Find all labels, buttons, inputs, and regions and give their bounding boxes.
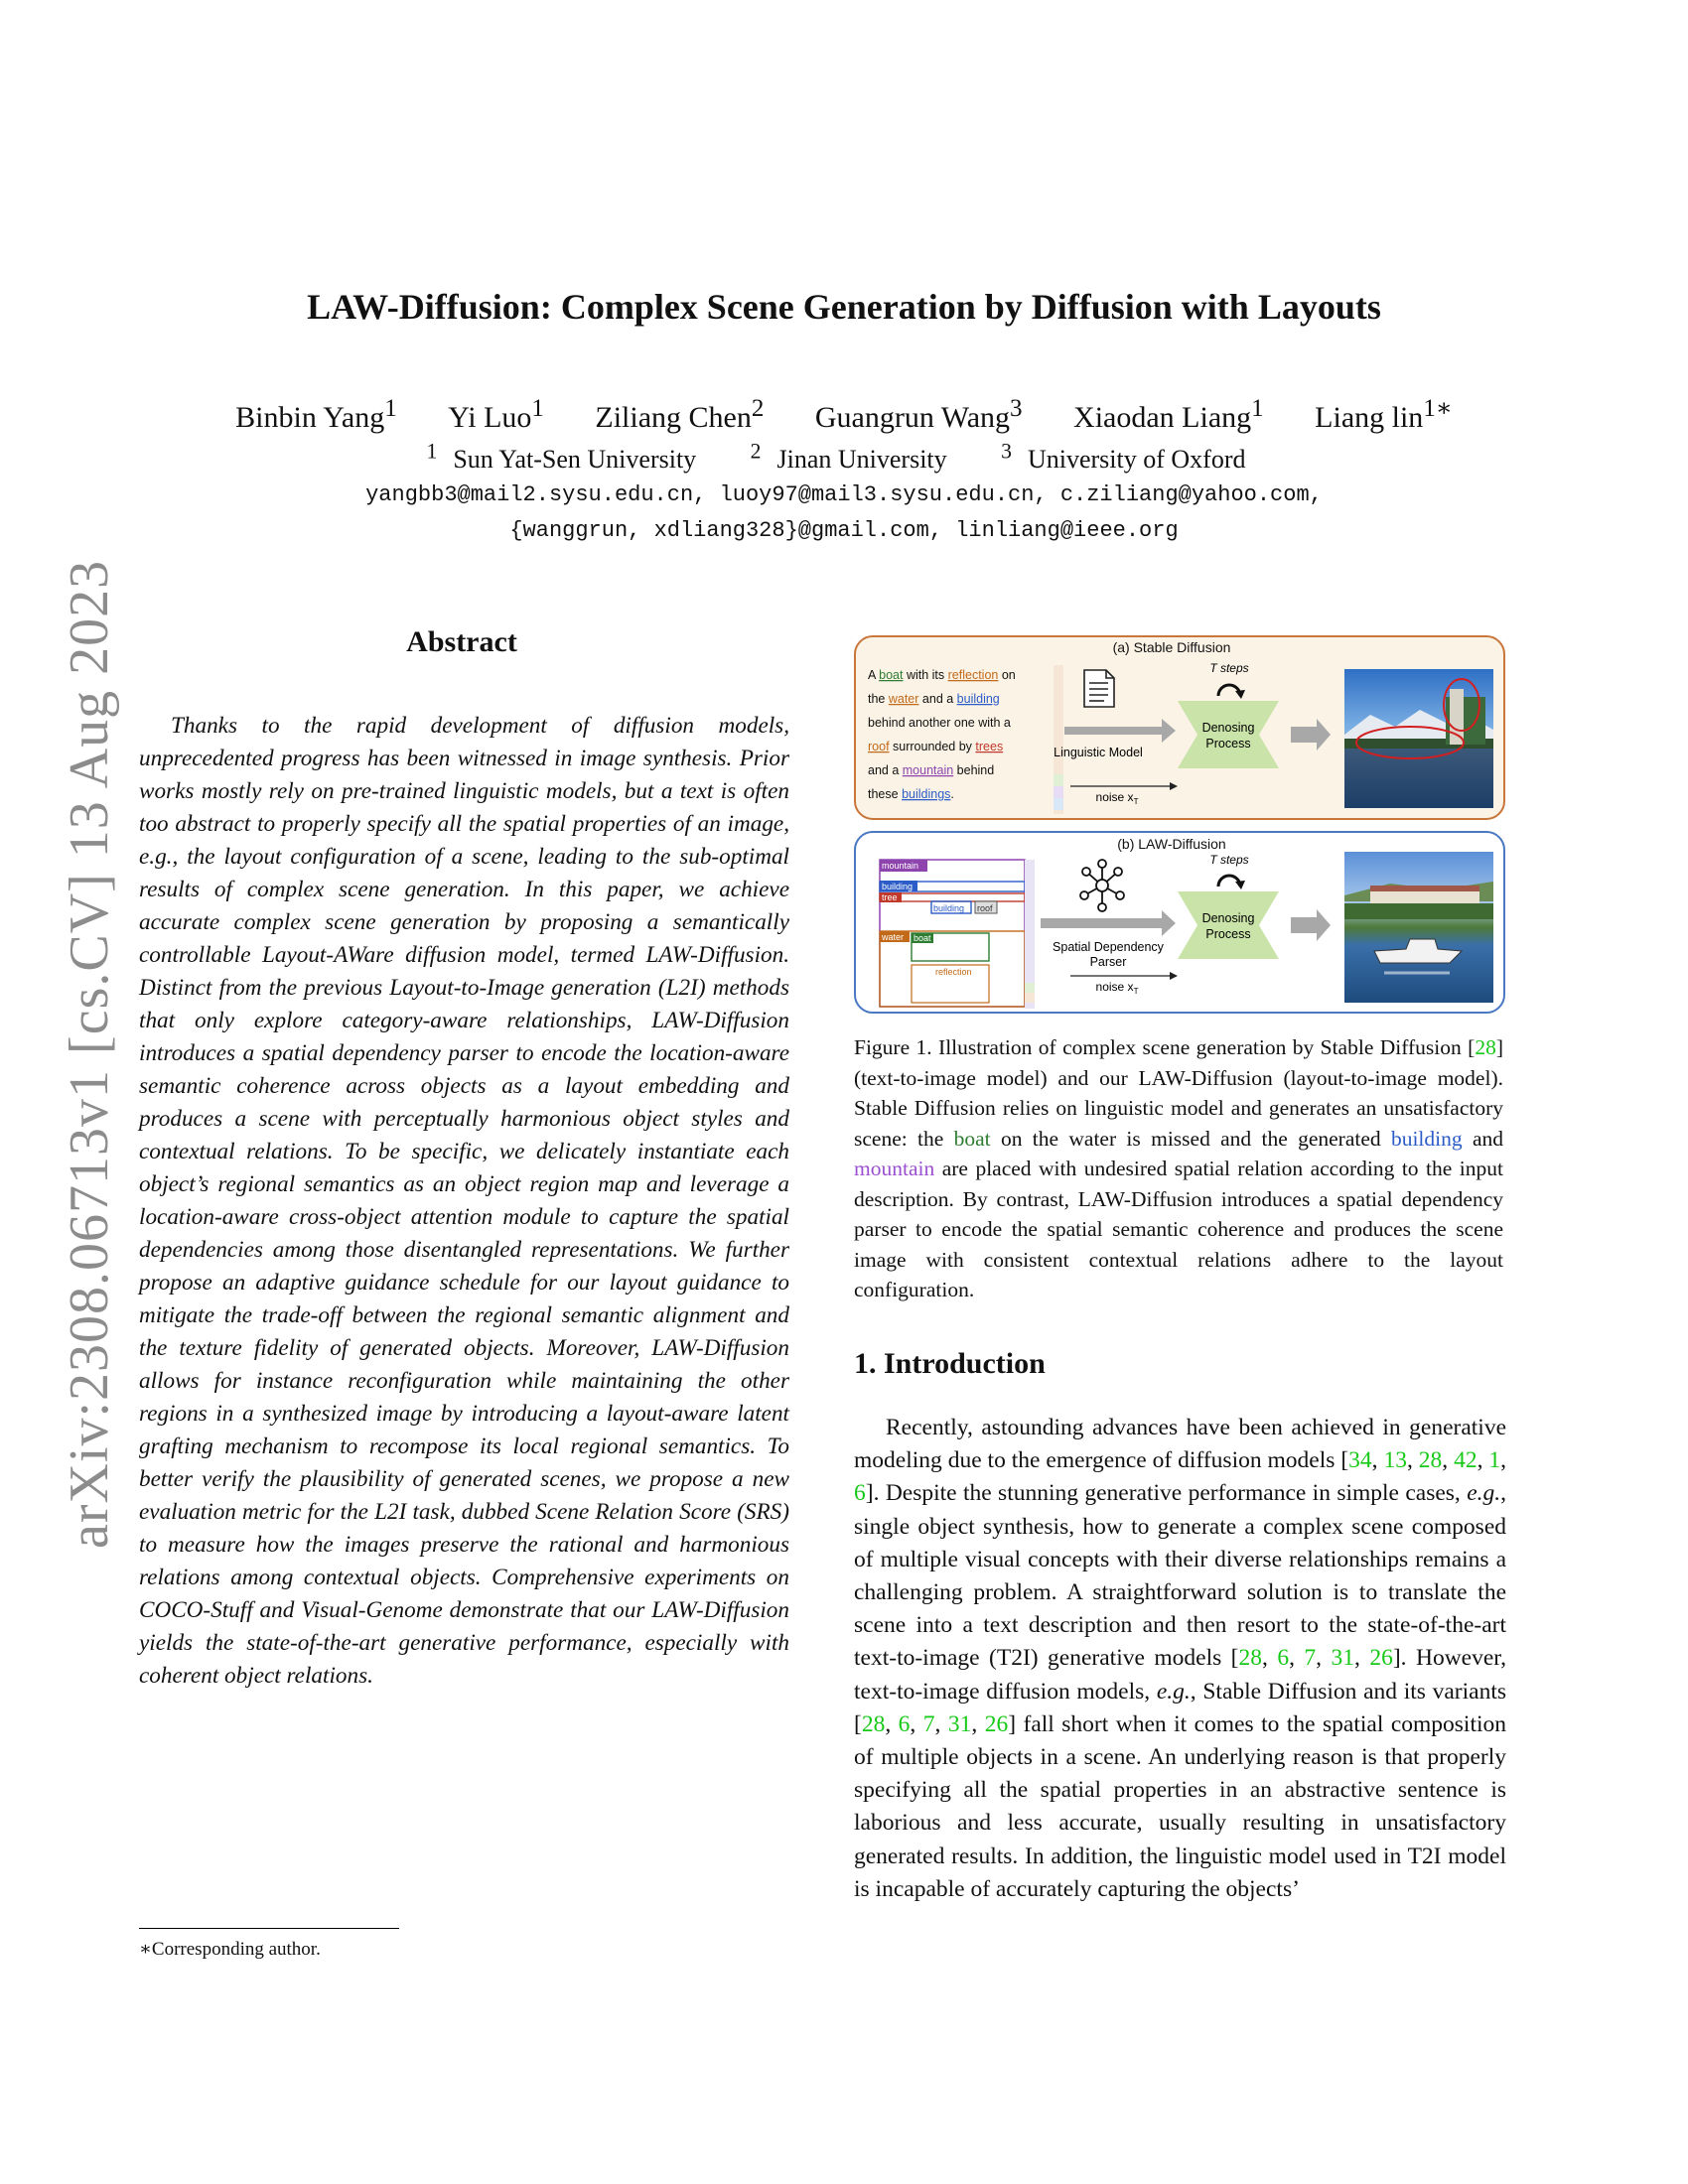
layout-map [880,860,1025,1007]
citation-link[interactable]: 26 [1369,1645,1393,1672]
svg-text:reflection: reflection [935,967,972,977]
svg-text:Denosing: Denosing [1201,911,1255,925]
svg-text:building: building [933,903,965,913]
svg-text:water: water [882,932,905,942]
author-list [0,393,1688,435]
svg-text:roof: roof [977,903,993,913]
svg-text:and a mountain behind: and a mountain behind [868,763,995,777]
parser-label-2: Parser [1089,955,1127,969]
citation-link[interactable]: 6 [1277,1645,1290,1672]
abstract-text: Thanks to the rapid development of diffusion models, unprecedented progress has been witnessed in image synthesis. Prior works mostly rely on pre-trained linguistic models, but a text is often too abstract to properly specify all the spatial properties of an image, e.g., the layout configuration of a scene, leading to the sub-optimal results of complex scene generation. In this paper, we achieve accurate complex scene generation by proposing a semantically controllable Layout-AWare diffusion model, termed LAW-Diffusion. Distinct from the previous Layout-to-Image generation (L2I) methods that only explore category-aware relationships, LAW-Diffusion introduces a spatial dependency parser to encode the location-aware semantic coherence across objects as a layout embedding and produces a scene with perceptually harmonious object styles and contextual relations. To be specific, we delicately instantiate each object’s regional semantics as an object region map and leverage a location-aware cross-object attention module to capture the spatial dependencies among those disentangled representations. We further propose an adaptive guidance schedule for our layout guidance to mitigate the trade-off between the regional semantic alignment and the texture fidelity of generated objects. Moreover, LAW-Diffusion allows for instance reconfiguration while maintaining the other regions in a synthesized image by introducing a layout-aware latent grafting mechanism to recompose its local regional semantics. To better verify the plausibility of generated scenes, we propose a new evaluation metric for the L2I task, dubbed Scene Relation Score (SRS) to measure how the images preserve the rational and harmonious relations among contextual objects. Comprehensive experiments on COCO-Stuff and Visual-Genome demonstrate that our LAW-Diffusion yields the state-of-the-art generative performance, especially with coherent object relations. [139,713,789,1689]
svg-text:building: building [882,882,914,891]
citation-link[interactable]: 34 [1348,1447,1372,1474]
document-icon [1084,670,1114,707]
svg-text:A boat with its reflection on: A boat with its reflection on [868,668,1016,682]
introduction-body: Recently, astounding advances have been achieved in generative modeling due to the emergence of diffusion models [34, 13, 28, 42, 1, 6]. Despite the stunning generative performance in simple cases, e.g., single object synthesis, how to generate a complex scene composed of multiple visual concepts with their diverse relationships remains a challenging problem. A straightforward solution is to translate the scene into a text description and then resort to the state-of-the-art text-to-image (T2I) generative models [28, 6, 7, 31, 26]. However, text-to-image diffusion models, e.g., Stable Diffusion and its variants [28, 6, 7, 31, 26] fall short when it comes to the spatial composition of multiple objects in a scene. An underlying reason is that properly specifying all the spatial properties in an abstractive sentence is laborious and less accurate, usually resulting in unsatisfactory generated results. In addition, the linguistic model used in T2I model is incapable of accurately capturing the objects’ [854,1415,1507,1902]
svg-text:behind another one with a: behind another one with a [868,716,1011,730]
result-image-b [1344,852,1493,1003]
figure-1-caption: Figure 1. Illustration of complex scene generation by Stable Diffusion [28] (text-to-image model) and our LAW-Diffusion (layout-to-image model). Stable Diffusion relies on linguistic model and generates an unsatisfactory scene: the boat on the water is missed and the generated building and mountain are placed with undesired spatial relation according to the input description. By contrast, LAW-Diffusion introduces a spatial dependency parser to encode the spatial semantic coherence and produces the scene image with consistent contextual relations adhere to the layout configuration. [854,1035,1503,1301]
noise-b-label: noise $x_T$ [1095,980,1139,996]
t-steps-b: T steps [1209,853,1249,867]
svg-text:the water and a building: the water and a building [868,692,1000,706]
figure-1 [854,635,1505,1015]
abstract-body [139,710,789,1693]
citation-link[interactable]: 6 [854,1480,866,1507]
affiliation: $^3$ University of Oxford [1001,439,1246,474]
citation-link[interactable]: 28 [1238,1645,1263,1672]
affiliation-list [0,439,1688,475]
svg-text:boat: boat [914,933,931,943]
author: Binbin Yang$^1$ [235,395,397,434]
citation-link[interactable]: 13 [1383,1447,1407,1474]
affiliation: $^2$ Jinan University [750,439,947,474]
citation-link[interactable]: 28 [1475,1035,1496,1059]
citation-link[interactable]: 28 [861,1710,886,1737]
linguistic-model-label: Linguistic Model [1054,746,1143,759]
author: Guangrun Wang$^3$ [814,395,1023,434]
panel-b-title: (b) LAW-Diffusion [1117,836,1226,852]
citation-link[interactable]: 31 [947,1710,972,1737]
author: Xiaodan Liang$^1$ [1073,395,1264,434]
t-steps-a: T steps [1209,661,1249,675]
figure-1-diagram [854,635,1505,1015]
svg-text:Denosing: Denosing [1201,721,1255,735]
panel-a-color-strip [1054,665,1063,814]
svg-text:Process: Process [1205,927,1251,941]
arxiv-sidebar-id: arXiv:2308.06713v1 [cs.CV] 13 Aug 2023 [59,559,120,1549]
footnote: ∗Corresponding author. [139,1939,321,1960]
abstract-heading: Abstract [406,625,517,658]
citation-link[interactable]: 42 [1454,1447,1477,1474]
citation-link[interactable]: 1 [1488,1447,1501,1474]
result-image-a [1344,669,1493,808]
citation-link[interactable]: 7 [922,1710,935,1737]
email-line-1: yangbb3@mail2.sysu.edu.cn, luoy97@mail3.sysu.edu.cn, c.ziliang@yahoo.com, [365,482,1323,507]
svg-text:tree: tree [882,892,898,902]
svg-text:mountain: mountain [882,861,919,871]
citation-link[interactable]: 6 [898,1710,911,1737]
noise-a-label: noise $x_T$ [1095,790,1139,806]
panel-a-title: (a) Stable Diffusion [1112,639,1231,655]
citation-link[interactable]: 31 [1331,1645,1354,1672]
parser-label-1: Spatial Dependency [1053,940,1164,954]
svg-text:these buildings.: these buildings. [868,787,954,801]
footnote-rule [139,1928,399,1929]
paper-title: LAW-Diffusion: Complex Scene Generation by Diffusion with Layouts [307,287,1381,327]
affiliation: $^1$ Sun Yat-Sen University [426,439,697,474]
email-line-2: {wanggrun, xdliang328}@gmail.com, linliang@ieee.org [509,518,1179,543]
citation-link[interactable]: 7 [1304,1645,1317,1672]
section-heading-introduction: 1. Introduction [854,1347,1046,1380]
author: Liang lin$^{1∗}$ [1315,395,1453,434]
author: Ziliang Chen$^2$ [595,395,765,434]
svg-text:roof surrounded by trees: roof surrounded by trees [868,740,1004,753]
author: Yi Luo$^1$ [448,395,544,434]
citation-link[interactable]: 26 [984,1710,1009,1737]
panel-b-color-strip [1025,860,1035,1009]
svg-text:Process: Process [1205,737,1251,751]
citation-link[interactable]: 28 [1418,1447,1443,1474]
